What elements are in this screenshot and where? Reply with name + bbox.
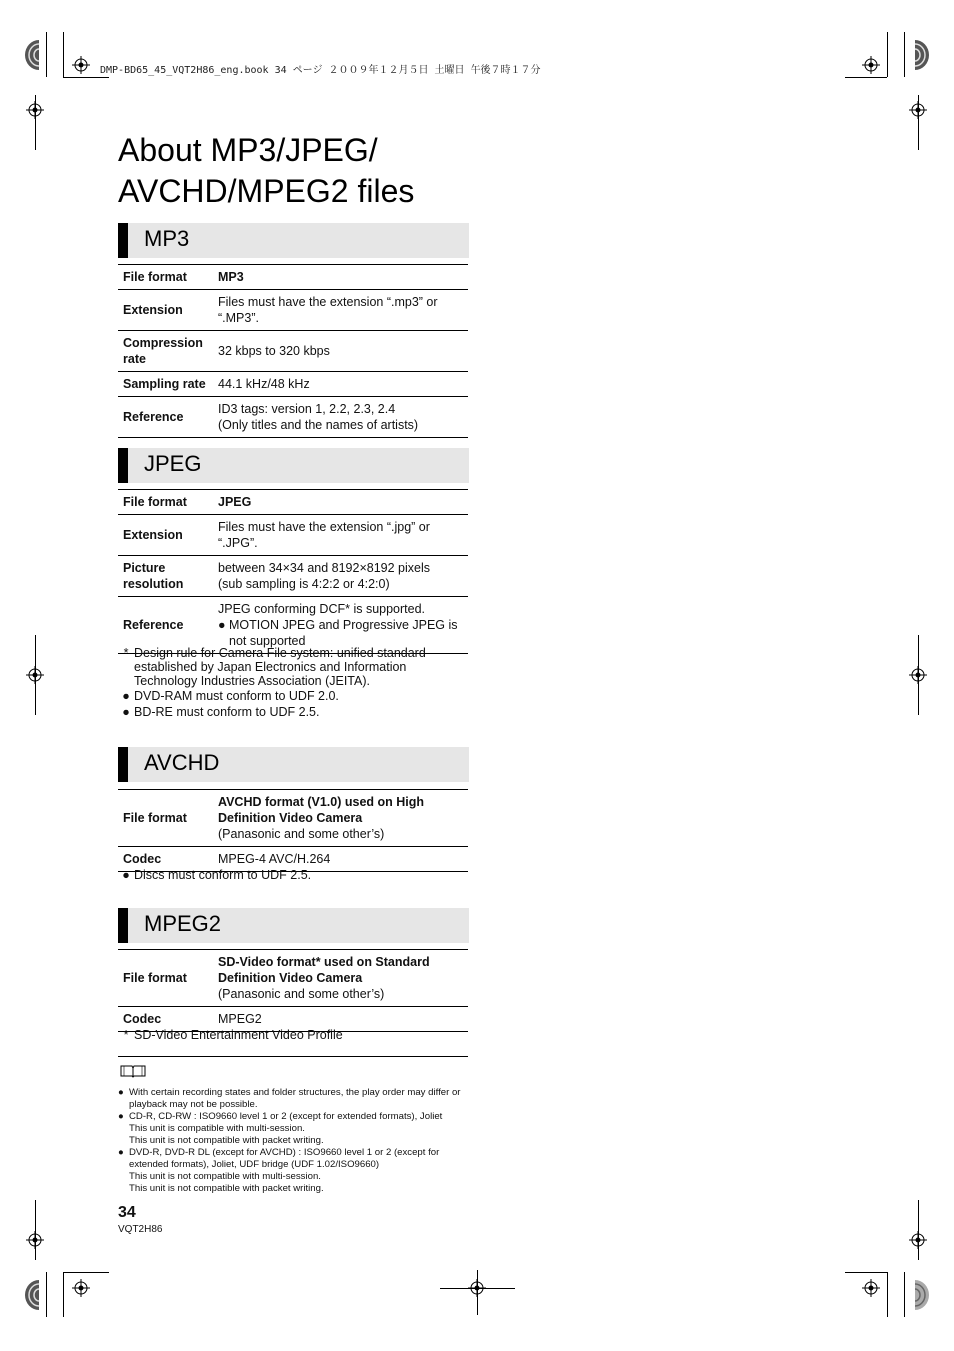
book-icon bbox=[119, 1064, 147, 1078]
document-code: VQT2H86 bbox=[118, 1224, 163, 1235]
crosshair-icon bbox=[909, 101, 927, 119]
page-number: 34 bbox=[118, 1204, 136, 1221]
page-title: About MP3/JPEG/ AVCHD/MPEG2 files bbox=[118, 132, 415, 209]
table-row: Reference ID3 tags: version 1, 2.2, 2.3, 2.4 (Only titles and the names of artists) bbox=[118, 397, 468, 438]
remarks-list bbox=[118, 1087, 470, 1195]
avchd-spec-table bbox=[118, 789, 468, 872]
divider bbox=[118, 1056, 468, 1057]
print-wheel-icon bbox=[25, 1280, 39, 1310]
table-row: Extension Files must have the extension “.jpg” or “.JPG”. bbox=[118, 515, 468, 556]
section-heading-jpeg: JPEG bbox=[118, 448, 469, 483]
section-heading-mpeg2: MPEG2 bbox=[118, 908, 469, 943]
crosshair-icon bbox=[26, 1231, 44, 1249]
table-row: Compression rate 32 kbps to 320 kbps bbox=[118, 331, 468, 372]
crosshair-icon bbox=[26, 101, 44, 119]
avchd-notes bbox=[118, 868, 470, 882]
crosshair-icon bbox=[468, 1279, 486, 1297]
list-item: ● With certain recording states and folder structures, the play order may differ or playback may not be possible. bbox=[118, 1087, 461, 1110]
table-row: Codec MPEG-4 AVC/H.264 bbox=[118, 847, 468, 872]
footnote: * SD-Video Entertainment Video Profile bbox=[123, 1028, 343, 1042]
table-row: Picture resolution between 34×34 and 8192×8192 pixels (sub sampling is 4:2:2 or 4:2:0) bbox=[118, 556, 468, 597]
list-item: ● Discs must conform to UDF 2.5. bbox=[122, 868, 312, 882]
crosshair-icon bbox=[909, 666, 927, 684]
mpeg2-spec-table bbox=[118, 949, 468, 1032]
table-row: Codec MPEG2 bbox=[118, 1007, 468, 1032]
section-heading-avchd: AVCHD bbox=[118, 747, 469, 782]
section-heading-mp3: MP3 bbox=[118, 223, 469, 258]
crosshair-icon bbox=[72, 56, 90, 74]
mpeg2-notes bbox=[118, 1028, 470, 1042]
list-item: ● CD-R, CD-RW : ISO9660 level 1 or 2 (except for extended formats), Joliet This unit is compatible with multi-session. This unit is not compatible with packet writing. bbox=[118, 1111, 443, 1146]
table-row: File format SD-Video format* used on Standard Definition Video Camera (Panasonic and some other’s) bbox=[118, 950, 468, 1007]
table-row: Sampling rate 44.1 kHz/48 kHz bbox=[118, 372, 468, 397]
print-wheel-icon bbox=[915, 40, 929, 70]
list-item: ● DVD-RAM must conform to UDF 2.0. bbox=[122, 689, 339, 703]
jpeg-spec-table bbox=[118, 489, 468, 654]
table-row: File format JPEG bbox=[118, 490, 468, 515]
mp3-spec-table bbox=[118, 264, 468, 438]
table-row: File format AVCHD format (V1.0) used on High Definition Video Camera (Panasonic and some other’s) bbox=[118, 790, 468, 847]
footnote: * Design rule for Camera File system: unified standard established by Japan Electronics and Information Technology Industries Association (JEITA). bbox=[123, 646, 426, 688]
crosshair-icon bbox=[862, 56, 880, 74]
crosshair-icon bbox=[26, 666, 44, 684]
list-item: ● BD-RE must conform to UDF 2.5. bbox=[122, 705, 320, 719]
book-header-line: DMP-BD65_45_VQT2H86_eng.book 34 ページ ２００９年１２月５日 土曜日 午後７時１７分 bbox=[100, 65, 541, 76]
print-wheel-icon bbox=[25, 40, 39, 70]
crosshair-icon bbox=[72, 1279, 90, 1297]
crosshair-icon bbox=[862, 1279, 880, 1297]
print-wheel-icon bbox=[915, 1280, 929, 1310]
crosshair-icon bbox=[909, 1231, 927, 1249]
table-row: File format MP3 bbox=[118, 265, 468, 290]
list-item: ● DVD-R, DVD-R DL (except for AVCHD) : ISO9660 level 1 or 2 (except for extended formats), Joliet, UDF bridge (UDF 1.02/ISO9660) This unit is not compatible with multi-session. This unit is not compatible with packet writing. bbox=[118, 1147, 440, 1194]
jpeg-notes bbox=[118, 646, 470, 719]
table-row: Reference JPEG conforming DCF* is supported. ● MOTION JPEG and Progressive JPEG is not supported bbox=[118, 597, 468, 654]
table-row: Extension Files must have the extension “.mp3” or “.MP3”. bbox=[118, 290, 468, 331]
